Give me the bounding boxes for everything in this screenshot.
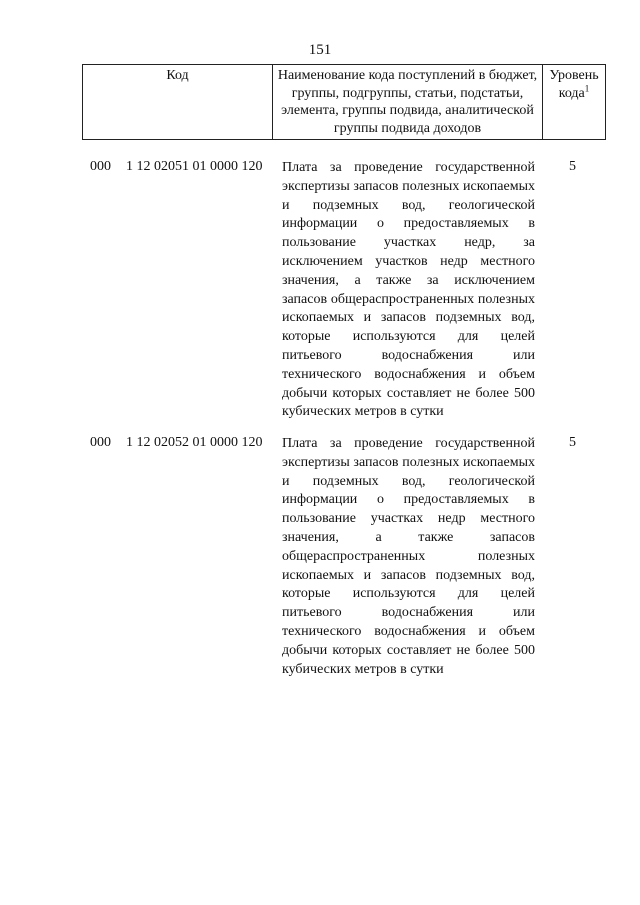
admin-code: 000 <box>90 159 111 174</box>
revenue-name: Плата за проведение государственной экспертизы запасов полезных ископаемых и подземных вод, геологической информации о предоставляемых в пользование участках недр, за исключением участков недр местного значения, а также за исключением запасов общераспространенных полезных ископаемых и запасов подземных вод, которые используются для целей питьевого водоснабжения или технического водоснабжения и объем добычи которых составляет не более 500 кубических метров в сутки <box>282 160 535 420</box>
header-name: Наименование кода поступлений в бюджет, группы, подгруппы, статьи, подстатьи, элемента, группы подвида, аналитической группы подвида доходов <box>273 65 543 139</box>
code-level: 5 <box>569 159 576 174</box>
header-level-footnote: 1 <box>584 82 590 93</box>
header-code: Код <box>83 65 273 139</box>
header-level <box>543 65 605 139</box>
admin-code: 000 <box>90 435 111 450</box>
revenue-code: 1 12 02051 01 0000 120 <box>126 159 263 174</box>
page-number: 151 <box>308 42 332 58</box>
header-level-label: Уровень кода <box>549 68 599 101</box>
revenue-code: 1 12 02052 01 0000 120 <box>126 435 263 450</box>
code-level: 5 <box>569 435 576 450</box>
revenue-name: Плата за проведение государственной экспертизы запасов полезных ископаемых и подземных вод, геологической информации о предоставляемых в пользование участках недр местного значения, а также запасов общераспространенных полезных ископаемых и запасов подземных вод, которые используются для целей питьевого водоснабжения или технического водоснабжения и объем добычи которых составляет не более 500 кубических метров в сутки <box>282 436 535 677</box>
table-header <box>82 64 606 140</box>
